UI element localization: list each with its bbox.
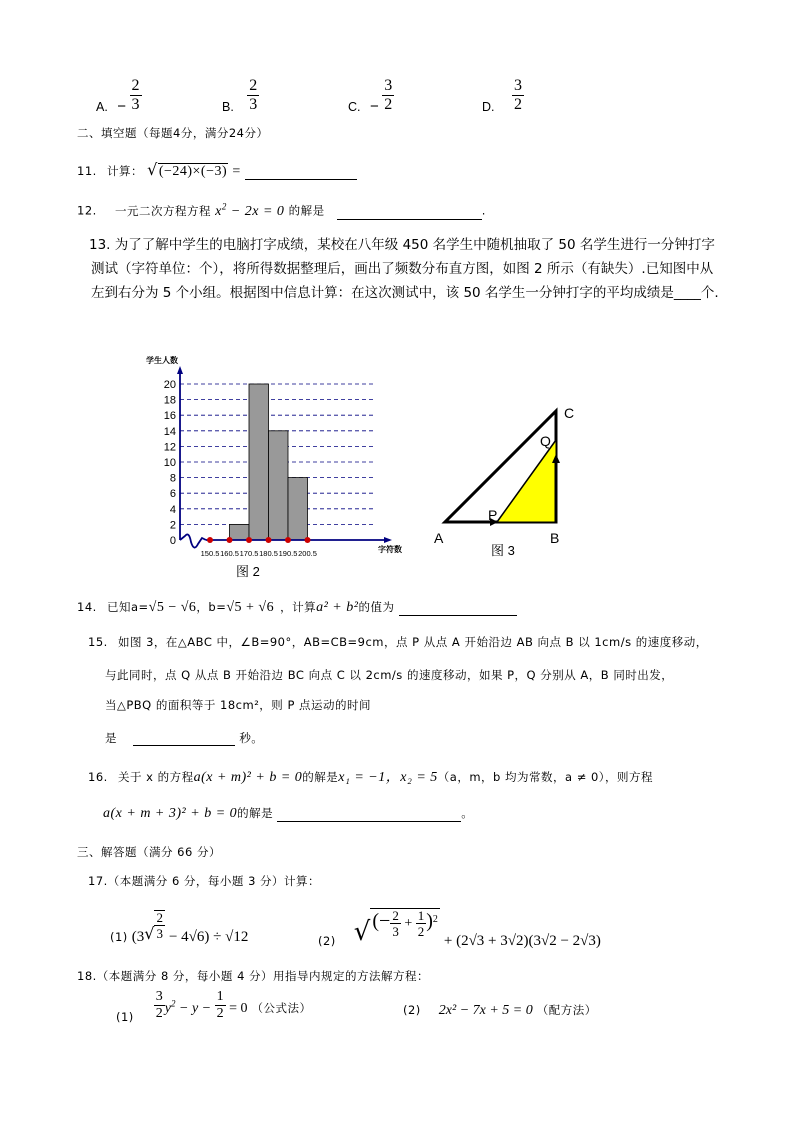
- numerator: 3: [384, 77, 393, 94]
- answer-blank: [277, 809, 461, 822]
- x-axis-label: 字符数: [378, 545, 402, 554]
- x-tick-label: 160.5: [220, 549, 239, 558]
- question-number: 18.: [77, 969, 97, 983]
- x-tick-label: 170.5: [239, 549, 259, 558]
- equation: 2x² − 7x + 5 = 0: [438, 1003, 533, 1018]
- choice-sign: −: [117, 97, 127, 115]
- y-tick-label: 18: [163, 394, 176, 407]
- question-11: 11. 计算： √(−24)×(−3) =: [77, 160, 357, 180]
- numerator: 2: [249, 77, 258, 94]
- boundary-dot: [285, 537, 291, 543]
- label-q: Q: [540, 433, 551, 449]
- question-15-line2: 与此同时，点 Q 从点 B 开始沿边 BC 向点 C 以 2cm/s 的速度移动，如果 P，Q 分别从 A，B 同时出发，: [105, 668, 674, 682]
- x-tick-label: 200.5: [298, 549, 317, 558]
- histogram-bar: [269, 431, 289, 540]
- question-number: 16.: [88, 770, 108, 784]
- y-tick-label: 20: [163, 379, 176, 391]
- choice-fraction: [247, 78, 259, 113]
- figure-caption: 图 2: [236, 564, 260, 579]
- expression-tail: − 4√6) ÷ √12: [168, 928, 249, 945]
- choice-fraction: [130, 78, 142, 113]
- expression-tail: + (2√3 + 3√2)(3√2 − 2√3): [443, 933, 601, 949]
- solutions: x₁ = −1，x₂ = 5: [338, 770, 438, 785]
- axis-break: [180, 534, 206, 547]
- equation-1: a(x + m)² + b = 0: [193, 770, 303, 785]
- b-expression: √5 + √6: [226, 600, 275, 615]
- question-18: 18.（本题满分 8 分，每小题 4 分）用指导内规定的方法解方程：: [77, 969, 430, 983]
- question-suffix: 的解是: [288, 203, 325, 218]
- y-tick-label: 10: [163, 457, 176, 469]
- numerator: 3: [513, 77, 522, 94]
- denominator: 2: [384, 96, 393, 113]
- boundary-dot: [266, 537, 272, 543]
- y-axis-arrow-icon: [177, 366, 183, 374]
- y-tick-label: 12: [163, 441, 176, 454]
- y-tick-label: 8: [169, 472, 176, 485]
- y-tick-label: 0: [169, 535, 176, 547]
- question-text: 一元二次方程方程: [114, 203, 211, 218]
- choice-fraction: [512, 78, 524, 113]
- boundary-dot: [305, 537, 311, 543]
- q18-part-2: (2) 2x² − 7x + 5 = 0 （配方法）: [403, 1003, 597, 1018]
- choice-c: [348, 78, 394, 118]
- choice-a: [96, 78, 142, 118]
- denominator: 3: [131, 96, 140, 113]
- x-tick-label: 190.5: [278, 549, 298, 558]
- choice-label: C.: [348, 99, 361, 114]
- q17-part-1: (1) (3√ $\frac{2}{3}$ − 4√6) ÷ √12: [110, 910, 249, 945]
- x-tick-label: 150.5: [200, 549, 220, 558]
- y-tick-label: 4: [169, 503, 176, 516]
- question-number: 17.: [88, 874, 108, 888]
- choice-label: D.: [482, 99, 495, 114]
- question-14: 14. 已知a=√5 − √6，b=√5 + √6 ，计算a² + b²的值为: [77, 599, 517, 616]
- histogram-bar: [288, 478, 308, 540]
- question-12: 12. 一元二次方程方程 $x^2 - 2x = 0$ 的解是 .: [77, 201, 486, 219]
- equals-sign: =: [232, 164, 241, 179]
- question-15-line4: 是 秒。: [105, 731, 264, 745]
- answer-blank: [337, 207, 482, 220]
- triangle-figure: [430, 400, 590, 562]
- choice-b: [222, 78, 259, 118]
- question-number: 14.: [77, 600, 97, 614]
- question-number: 11.: [77, 164, 97, 178]
- question-15-line3: 当△PBQ 的面积等于 18cm²，则 P 点运动的时间: [105, 698, 372, 712]
- question-13: [91, 233, 721, 305]
- section-heading: 三、解答题（满分 66 分）: [77, 845, 221, 859]
- q18-part-1: (1) $\frac{3}{2}$ $y^2 - y$ − $\frac{1}{2}$ = 0 （公式法）: [116, 989, 312, 1024]
- label-b: B: [550, 530, 560, 546]
- equation: $x^2 - 2x = 0$: [215, 201, 285, 219]
- label-p: P: [488, 507, 498, 523]
- choice-label: A.: [96, 99, 108, 114]
- choice-d: [482, 78, 524, 118]
- y-tick-label: 6: [169, 488, 176, 501]
- y-tick-label: 14: [163, 425, 176, 438]
- choice-sign: −: [369, 97, 379, 115]
- equation-2: a(x + m + 3)² + b = 0: [103, 806, 238, 821]
- y-axis-label: 学生人数: [146, 356, 178, 365]
- x-axis-arrow-icon: [384, 537, 392, 543]
- question-number: 12.: [77, 203, 97, 218]
- label-c: C: [564, 405, 575, 421]
- section-heading: 二、填空题（每题4分，满分24分）: [77, 126, 269, 140]
- boundary-dot: [246, 537, 252, 543]
- answer-blank: [133, 733, 235, 746]
- choice-label: B.: [222, 99, 234, 114]
- question-15: 15. 如图 3，在△ABC 中，∠B=90°，AB=CB=9cm，点 P 从点 A 开始沿边 AB 向点 B 以 1cm/s 的速度移动，: [88, 635, 708, 649]
- question-number: 15.: [88, 635, 108, 649]
- q17-part-2: (2) √ (− $\frac{2}{3}$ + $\frac{1}{2}$ )$^2$ + (2√3 + 3√2)(3√2 − 2√3): [318, 907, 601, 949]
- histogram-bar: [249, 384, 269, 540]
- choice-fraction: [382, 78, 394, 113]
- numerator: 2: [131, 77, 140, 94]
- answer-blank: [399, 603, 517, 616]
- boundary-dot: [227, 537, 233, 543]
- question-16: 16. 关于 x 的方程a(x + m)² + b = 0的解是x₁ = −1，x₂ = 5（a，m，b 均为常数，a ≠ 0），则方程: [88, 770, 654, 785]
- y-tick-label: 16: [163, 410, 176, 423]
- question-prefix: 计算：: [106, 164, 143, 178]
- answer-blank: [245, 167, 357, 180]
- label-a: A: [434, 530, 444, 546]
- histogram-figure: [140, 352, 410, 584]
- question-17: 17.（本题满分 6 分，每小题 3 分）计算：: [88, 874, 321, 888]
- figure-caption: 图 3: [491, 543, 515, 558]
- denominator: 3: [249, 96, 258, 113]
- target-expression: a² + b²: [316, 600, 359, 615]
- question-text: 为了了解中学生的电脑打字成绩，某校在八年级 450 名学生中随机抽取了 50 名学生进行一分钟打字测试（字符单位：个），将所得数据整理后，画出了频数分布直方图，如图 2 所示（有缺失）.已知图中从左到右分为 5 个小组。根据图中信息计算：在这次测试中，该 50 名学生一分钟打字的平均成绩是____个.: [91, 237, 719, 301]
- y-tick-label: 2: [169, 519, 176, 532]
- question-16-line2: a(x + m + 3)² + b = 0的解是 。: [103, 806, 474, 821]
- denominator: 2: [513, 96, 522, 113]
- x-tick-label: 180.5: [259, 549, 278, 558]
- histogram-bar: [230, 524, 250, 540]
- question-number: 13.: [89, 237, 111, 253]
- boundary-dot: [207, 537, 213, 543]
- a-expression: √5 − √6: [148, 600, 197, 615]
- sqrt-expression: (−24)×(−3): [158, 164, 228, 179]
